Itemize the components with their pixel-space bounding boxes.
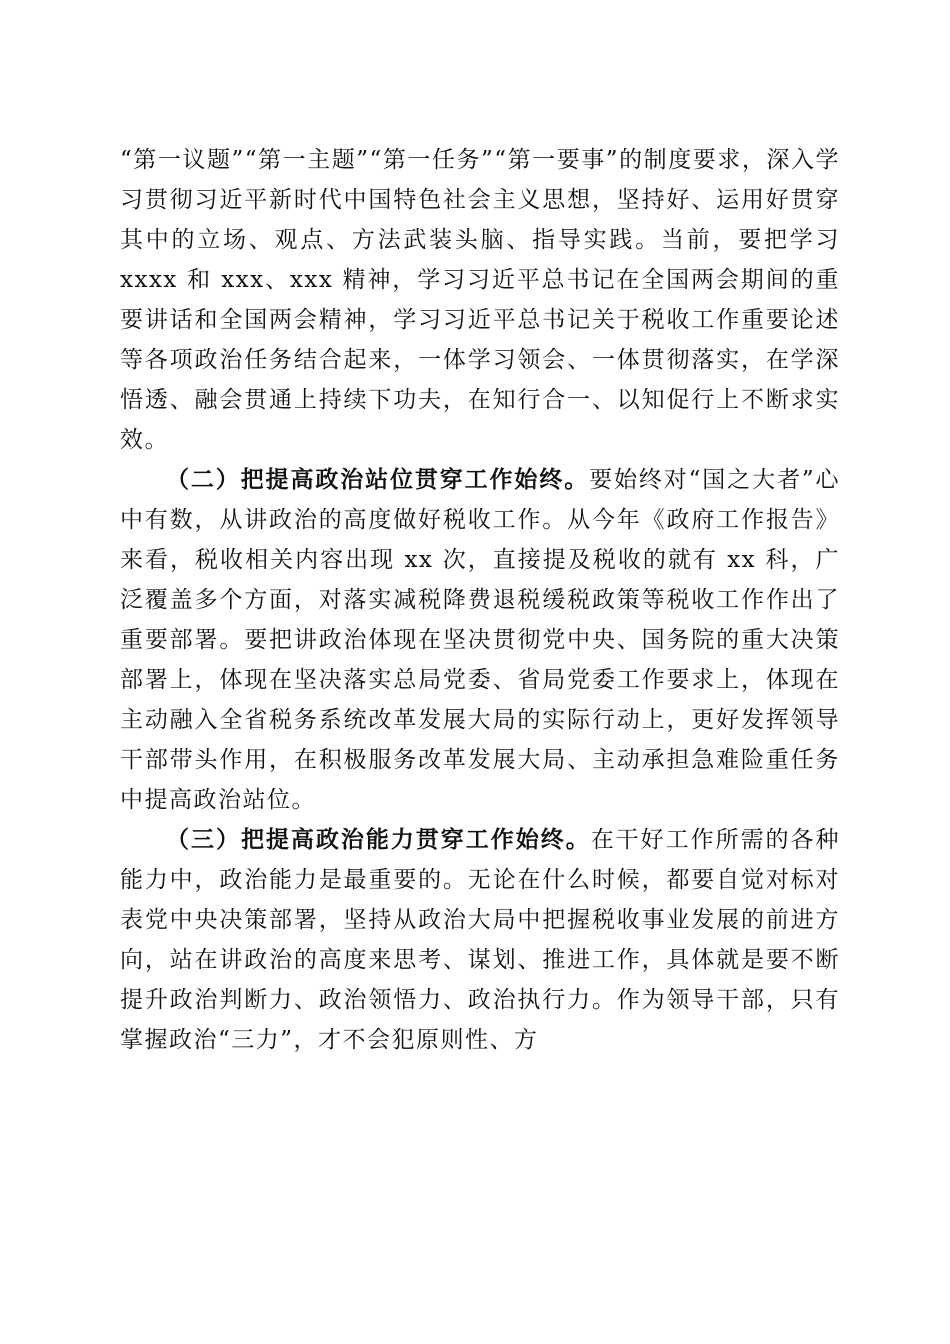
paragraph-continuation bbox=[120, 140, 840, 460]
paragraph-text: 要始终对“国之大者”心中有数，从讲政治的高度做好税收工作。从今年《政府工作报告》来看，税收相关内容出现 xx 次，直接提及税收的就有 xx 科，广泛覆盖多个方面，对落实减税降费退税缓税政策等税收工作作出了重要部署。要把讲政治体现在坚决贯彻党中央、国务院的重大决策部署上，体现在坚决落实总局党委、省局党委工作要求上，体现在主动融入全省税务系统改革发展大局的实际行动上，更好发挥领导干部带头作用，在积极服务改革发展大局、主动承担急难险重任务中提高政治站位。 bbox=[120, 467, 840, 813]
document-body bbox=[120, 140, 840, 1060]
section-heading-3: （三）把提高政治能力贯穿工作始终。 bbox=[166, 826, 591, 853]
paragraph-section-2 bbox=[120, 460, 840, 820]
paragraph-section-3 bbox=[120, 820, 840, 1060]
paragraph-text: “第一议题”“第一主题”“第一任务”“第一要事”的制度要求，深入学习贯彻习近平新时代中国特色社会主义思想，坚持好、运用好贯穿其中的立场、观点、方法武装头脑、指导实践。当前，要把学习 xxxx 和 xxx、xxx 精神，学习习近平总书记在全国两会期间的重要讲话和全国两会精神，学习习近平总书记关于税收工作重要论述等各项政治任务结合起来，一体学习领会、一体贯彻落实，在学深悟透、融会贯通上持续下功夫，在知行合一、以知促行上不断求实效。 bbox=[120, 147, 840, 453]
paragraph-text: 在干好工作所需的各种能力中，政治能力是最重要的。无论在什么时候，都要自觉对标对表党中央决策部署，坚持从政治大局中把握税收事业发展的前进方向，站在讲政治的高度来思考、谋划、推进工作，具体就是要不断提升政治判断力、政治领悟力、政治执行力。作为领导干部，只有掌握政治“三力”，才不会犯原则性、方 bbox=[120, 827, 841, 1053]
section-heading-2: （二）把提高政治站位贯穿工作始终。 bbox=[166, 466, 590, 493]
